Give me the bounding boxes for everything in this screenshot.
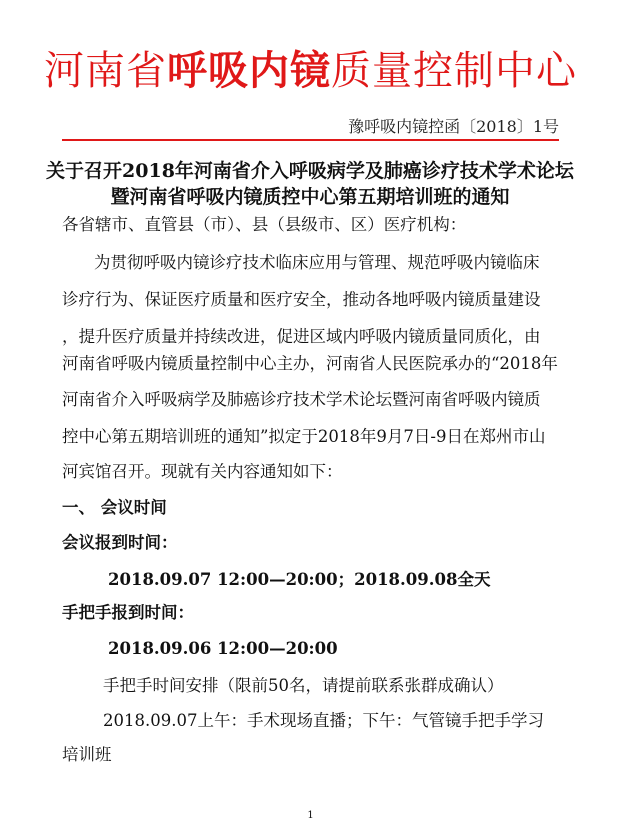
schedule-line-2: 培训班 xyxy=(62,745,112,764)
notice-title-line1: 关于召开2018年河南省介入呼吸病学及肺癌诊疗技术学术论坛 xyxy=(46,160,574,182)
notice-title-line2: 暨河南省呼吸内镜质控中心第五期培训班的通知 xyxy=(110,186,510,208)
header-title-part2: 呼吸内镜 xyxy=(167,48,331,94)
para-line-2: 诊疗行为、保证医疗质量和医疗安全，推动各地呼吸内镜质量建设 xyxy=(62,290,541,309)
hands-on-schedule-note: 手把手时间安排（限前50名，请提前联系张群成确认） xyxy=(103,676,504,695)
para-line-3: ，提升医疗质量并持续改进，促进区域内呼吸内镜质量同质化，由 xyxy=(62,327,541,346)
addressee: 各省辖市、直管县（市）、县（县级市、区）医疗机构： xyxy=(62,215,467,234)
header-title xyxy=(0,48,621,94)
para-line-4: 河南省呼吸内镜质量控制中心主办，河南省人民医院承办的“2018年 xyxy=(62,354,558,373)
para-line-6: 控中心第五期培训班的通知”拟定于2018年9月7日-9日在郑州市山 xyxy=(62,427,546,446)
header-divider xyxy=(62,139,559,141)
para-line-7: 河宾馆召开。现就有关内容通知如下： xyxy=(62,462,343,481)
schedule-line-1: 2018.09.07上午：手术现场直播；下午：气管镜手把手学习 xyxy=(103,711,544,730)
hands-on-registration-label: 手把手报到时间： xyxy=(62,603,194,622)
header-title-part1: 河南省 xyxy=(44,48,167,94)
page-number: 1 xyxy=(307,810,314,821)
notice-title xyxy=(40,158,580,210)
hands-on-registration-time: 2018.09.06 12:00—20:00 xyxy=(108,639,338,658)
para-line-1: 为贯彻呼吸内镜诊疗技术临床应用与管理、规范呼吸内镜临床 xyxy=(94,253,540,272)
section-heading-meeting-time: 一、 会议时间 xyxy=(62,498,167,517)
document-number: 豫呼吸内镜控函〔2018〕1号 xyxy=(348,117,559,136)
meeting-registration-label: 会议报到时间： xyxy=(62,533,178,552)
header-title-part3: 质量控制中心 xyxy=(331,48,577,94)
para-line-5: 河南省介入呼吸病学及肺癌诊疗技术学术论坛暨河南省呼吸内镜质 xyxy=(62,390,541,409)
meeting-registration-time: 2018.09.07 12:00—20:00；2018.09.08全天 xyxy=(108,570,491,589)
